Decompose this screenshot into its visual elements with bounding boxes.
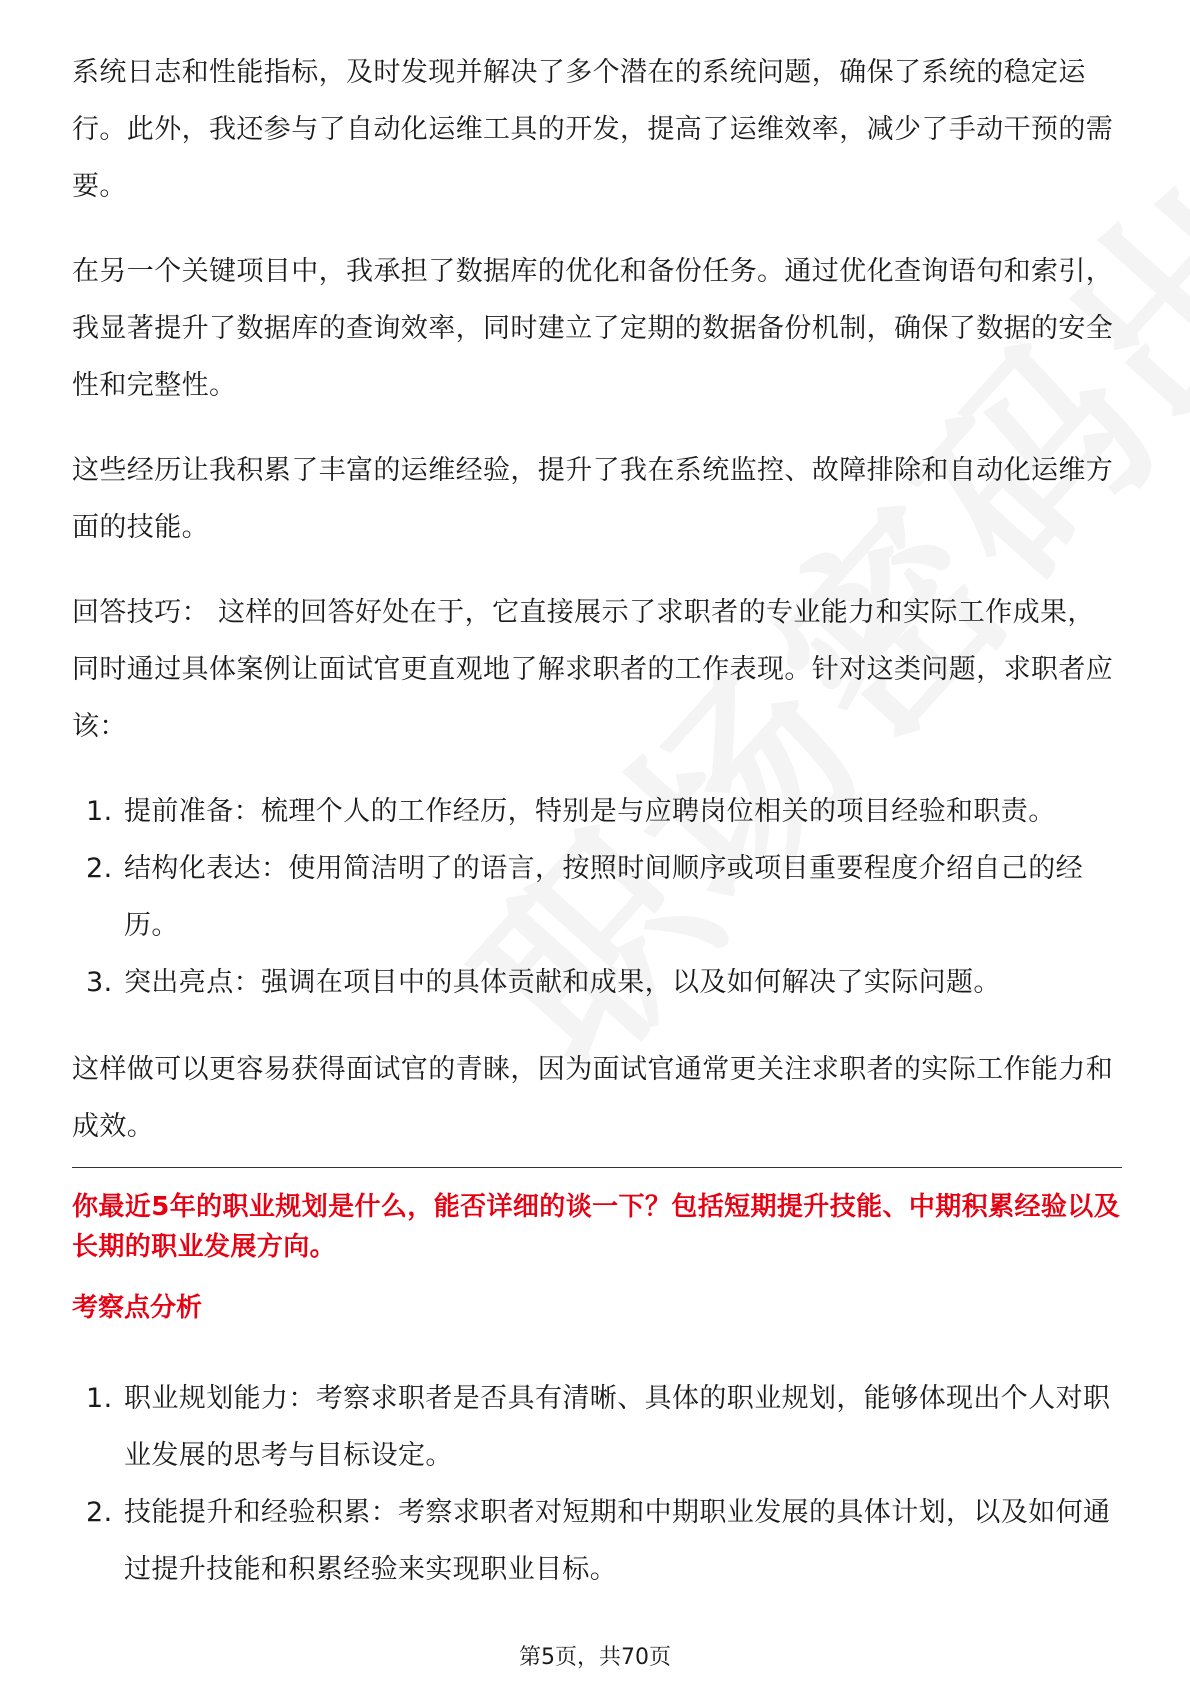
list-text: 技能提升和经验积累：考察求职者对短期和中期职业发展的具体计划，以及如何通过提升技能和积累经验来实现职业目标。 <box>124 1497 1111 1585</box>
list-number: 1. <box>86 796 113 827</box>
list-text: 突出亮点：强调在项目中的具体贡献和成果，以及如何解决了实际问题。 <box>124 967 1001 998</box>
list-text: 结构化表达：使用简洁明了的语言，按照时间顺序或项目重要程度介绍自己的经历。 <box>124 853 1083 941</box>
list-item <box>72 840 1122 954</box>
tips-list <box>72 783 1122 1011</box>
analysis-heading: 考察点分析 <box>72 1293 203 1323</box>
section-divider <box>72 1167 1122 1168</box>
interview-question: 你最近5年的职业规划是什么，能否详细的谈一下？包括短期提升技能、中期积累经验以及长期的职业发展方向。 <box>72 1192 1121 1262</box>
list-item <box>72 954 1122 1011</box>
paragraph-experience: 这些经历让我积累了丰富的运维经验，提升了我在系统监控、故障排除和自动化运维方面的技能。 <box>72 455 1114 543</box>
list-item <box>72 1484 1122 1598</box>
paragraph-closing: 这样做可以更容易获得面试官的青睐，因为面试官通常更关注求职者的实际工作能力和成效。 <box>72 1054 1114 1142</box>
list-number: 2. <box>86 1497 113 1528</box>
list-item <box>72 783 1122 840</box>
page-body <box>72 44 1122 1183</box>
list-number: 1. <box>86 1383 113 1414</box>
list-number: 3. <box>86 967 113 998</box>
analysis-list <box>72 1370 1122 1598</box>
list-text: 提前准备：梳理个人的工作经历，特别是与应聘岗位相关的项目经验和职责。 <box>124 796 1056 827</box>
page-footer: 第5页，共70页 <box>519 1645 671 1670</box>
list-text: 职业规划能力：考察求职者是否具有清晰、具体的职业规划，能够体现出个人对职业发展的思考与目标设定。 <box>124 1383 1111 1471</box>
list-number: 2. <box>86 853 113 884</box>
paragraph-answer-tip: 回答技巧： 这样的回答好处在于，它直接展示了求职者的专业能力和实际工作成果，同时通过具体案例让面试官更直观地了解求职者的工作表现。针对这类问题，求职者应该： <box>72 597 1114 742</box>
list-item <box>72 1370 1122 1484</box>
paragraph-database: 在另一个关键项目中，我承担了数据库的优化和备份任务。通过优化查询语句和索引，我显著提升了数据库的查询效率，同时建立了定期的数据备份机制，确保了数据的安全性和完整性。 <box>72 256 1114 401</box>
paragraph-monitoring: 系统日志和性能指标，及时发现并解决了多个潜在的系统问题，确保了系统的稳定运行。此外，我还参与了自动化运维工具的开发，提高了运维效率，减少了手动干预的需要。 <box>72 57 1114 202</box>
